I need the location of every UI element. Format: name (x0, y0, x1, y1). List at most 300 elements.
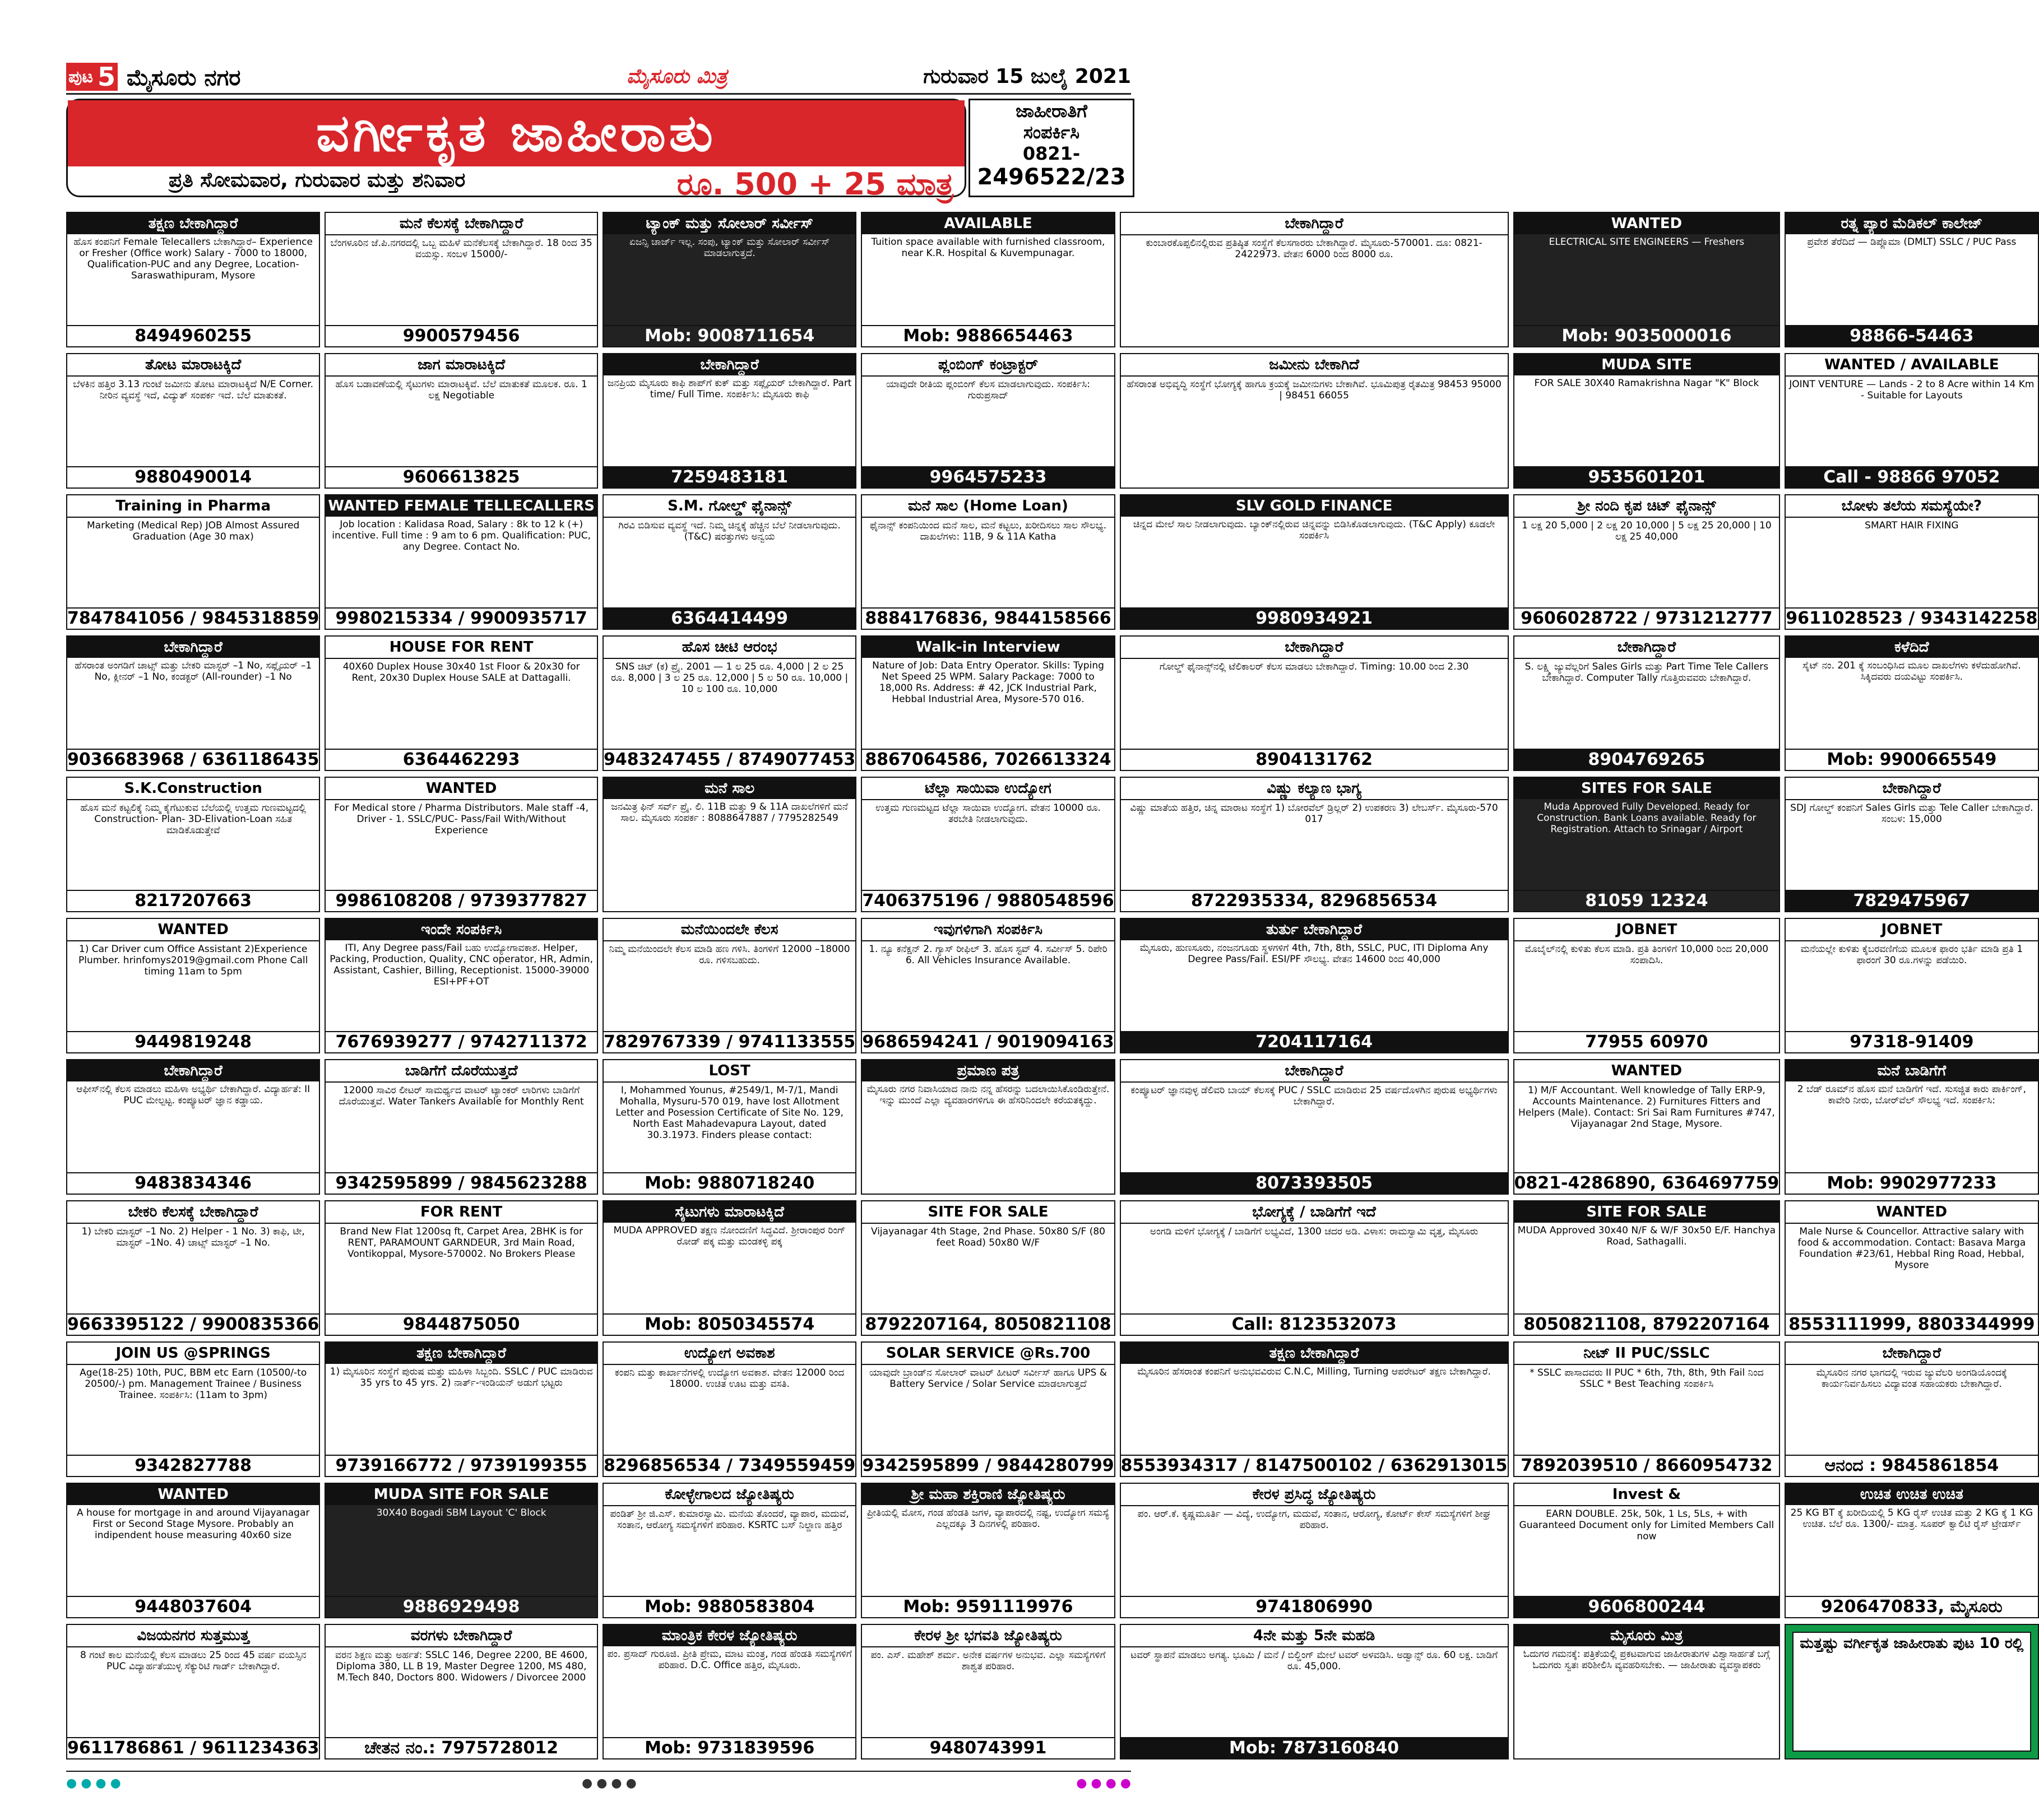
ad-heading: ಬೇಕಾಗಿದ್ದಾರೆ (1121, 1060, 1508, 1083)
ad-body: SDJ ಗೋಲ್ಡ್ ಕಂಪನಿಗೆ Sales Girls ಮತ್ತು Tele Caller ಬೇಕಾಗಿದ್ದಾರೆ. ಸಂಬಳ: 15,000 (1790, 802, 2033, 825)
ad-heading: ಬೇಕಾಗಿದ್ದಾರೆ (67, 637, 319, 658)
ad-phone: 8217207663 (67, 890, 319, 911)
ad-heading: ವರಗಳು ಬೇಕಾಗಿದ್ದಾರೆ (326, 1625, 597, 1647)
ad-phone: 9739166772 / 9739199355 (326, 1455, 597, 1476)
ad-body: 1 ಲಕ್ಷ 20 5,000 | 2 ಲಕ್ಷ 20 10,000 | 5 ಲಕ್ಷ 25 20,000 | 10 ಲಕ್ಷ 25 40,000 (1522, 520, 1772, 542)
classified-ad (325, 494, 598, 630)
ad-body: ಮೈಸೂರಿನ ನಗರ ಭಾಗದಲ್ಲಿ ಇರುವ ಜ್ಯುವೆಲರಿ ಅಂಗಡಿಯೊಂದಕ್ಕೆ ಕಾರ್ಯನಿರ್ವಹಿಸಲು ವಿದ್ಯಾವಂತ ಸಹಾಯಕರು ಬೇಕಾಗಿದ್ದಾರೆ. (1816, 1367, 2008, 1390)
ad-heading: ವಿಷ್ಣು ಕಲ್ಯಾಣ ಭಾಗ್ಯ (1121, 778, 1508, 800)
ad-body: ಮೈಸೂರಿನ ಹೆಸರಾಂತ ಕಂಪನಿಗೆ ಅನುಭವವಿರುವ C.N.C, Milling, Turning ಆಪರೇಟರ್ ತಕ್ಷಣ ಬೇಕಾಗಿದ್ದಾರೆ. (1137, 1366, 1491, 1377)
classified-ad (603, 1624, 856, 1759)
ad-phone: Mob: 9900665549 (1786, 749, 2037, 770)
ad-heading: ಬಾಡಿಗೆಗೆ ದೊರೆಯುತ್ತದೆ (326, 1060, 597, 1083)
classified-ad (66, 494, 320, 630)
ad-phone: 8553934317 / 8147500102 / 6362913015 (1120, 1456, 1508, 1475)
page-header (66, 63, 1131, 95)
ad-phone: Mob: 9591119976 (862, 1596, 1114, 1617)
ad-heading: ಮೈಸೂರು ಮಿತ್ರ (1514, 1625, 1780, 1646)
ad-body: ಸೈಟ್ ನಂ. 201 ಕ್ಕೆ ಸಂಬಂಧಿಸಿದ ಮೂಲ ದಾಖಲೆಗಳು ಕಳೆದುಹೋಗಿವೆ. ಸಿಕ್ಕಿದವರು ದಯವಿಟ್ಟು ಸಂಪರ್ಕಿಸಿ. (1802, 660, 2021, 682)
ad-heading: ಇವುಗಳಿಗಾಗಿ ಸಂಪರ್ಕಿಸಿ (862, 919, 1114, 941)
ad-heading: SOLAR SERVICE @Rs.700 (862, 1343, 1114, 1365)
ad-body: ITI, Any Degree pass/Fail ಬಹು ಉದ್ಯೋಗಾವಕಾಶ. Helper, Packing, Production, Quality, CNC operator, HR, Admin, Assistant, Cashier, Billing, Receptionist. 15000-39000 ESI+PF+OT (330, 942, 594, 987)
classified-ad (1785, 1341, 2038, 1477)
classified-ad (66, 1624, 320, 1759)
masthead-logo: ಮೈಸೂರು ಮಿತ್ರ (627, 65, 727, 88)
ad-body: ಜನಮಿತ್ರ ಫಿನ್ ಸರ್ವ್ ಪ್ರೈ. ಲಿ. 11B ಮತ್ತು 9 & 11A ದಾಖಲೆಗಳಿಗೆ ಮನೆ ಸಾಲ. ಮೈಸೂರು ಸಂಪರ್ಕ : 8088647887 / 7795282549 (611, 801, 848, 824)
ad-heading: ಟ್ಯಾಂಕ್ ಮತ್ತು ಸೋಲಾರ್ ಸರ್ವೀಸ್ (604, 213, 855, 234)
classified-ad (1785, 1483, 2038, 1618)
ad-body: For Medical store / Pharma Distributors. Male staff -4, Driver - 1. SSLC/PUC- Pass/Fail With/Without Experience (334, 802, 589, 836)
ad-body: ಪಂ. ಪ್ರಸಾದ್ ಗುರೂಜಿ. ಪ್ರೀತಿ ಪ್ರೇಮ, ಮಾಟ ಮಂತ್ರ, ಗಂಡ ಹೆಂಡತಿ ಸಮಸ್ಯೆಗಳಿಗೆ ಪರಿಹಾರ. D.C. Office ಹತ್ತಿರ, ಮೈಸೂರು. (607, 1649, 852, 1671)
classified-ad (325, 353, 598, 489)
issue-date: ಗುರುವಾರ 15 ಜುಲೈ 2021 (923, 65, 1131, 88)
ad-phone: 9342827788 (67, 1455, 319, 1476)
ad-heading: ತುರ್ತು ಬೇಕಾಗಿದ್ದಾರೆ (1121, 919, 1508, 940)
classified-ad (1513, 918, 1781, 1053)
ad-heading: ಮಾಂತ್ರಿಕ ಕೇರಳ ಜ್ಯೋತಿಷ್ಯರು (604, 1625, 855, 1646)
ad-heading: ಟೆಲ್ಲಾ ಸಾಯಿವಾ ಉದ್ಯೋಗ (862, 778, 1114, 800)
ad-heading: ಕೋಳ್ಳೇಗಾಲದ ಜ್ಯೋತಿಷ್ಯರು (604, 1484, 855, 1506)
contact-box (968, 99, 1134, 197)
ad-phone: 0821-4286890, 6364697759 (1514, 1173, 1780, 1193)
ad-phone: 7892039510 / 8660954732 (1514, 1455, 1780, 1476)
ad-phone: 7847841056 / 9845318859 (67, 609, 319, 628)
ad-phone: 8553111999, 8803344999 (1786, 1313, 2037, 1335)
classified-ad (1785, 353, 2038, 489)
ad-body: ಆಫೀಸ್‌ನಲ್ಲಿ ಕೆಲಸ ಮಾಡಲು ಮಹಿಳಾ ಅಭ್ಯರ್ಥಿ ಬೇಕಾಗಿದ್ದಾರೆ. ವಿದ್ಯಾರ್ಹತೆ: II PUC ಮೇಲ್ಪಟ್ಟ. ಕಂಪ್ಯೂಟರ್ ಜ್ಞಾನ ಕಡ್ಡಾಯ. (76, 1084, 311, 1106)
ad-heading: ಇಂದೇ ಸಂಪರ್ಕಿಸಿ (326, 919, 597, 940)
ad-heading: JOBNET (1786, 919, 2037, 941)
ad-body: 25 KG BT ಕ್ಕೆ ಖರೀದಿಯಲ್ಲಿ 5 KG ರೈಸ್ ಉಚಿತ ಮತ್ತು 2 KG ಕ್ಕೆ 1 KG ಉಚಿತ. ಬೆಲೆ ರೂ. 1300/- ಮಾತ್ರ. ಸೂಪರ್ ಕ್ವಾಲಿಟಿ ರೈಸ್ ಟ್ರೇಡರ್ಸ್ (1790, 1507, 2033, 1530)
ad-heading: ನೀಟ್ II PUC/SSLC (1514, 1343, 1780, 1365)
ad-body: I, Mohammed Younus, #2549/1, M-7/1, Mandi Mohalla, Mysuru-570 019, have lost Allotment Letter and Posession Certificate of Site No. 129, North East Mahadevapura Layout, dated 30.3.1973. Finders please contact: (615, 1085, 844, 1141)
classified-ad (1120, 1624, 1509, 1759)
ad-heading: AVAILABLE (862, 213, 1114, 234)
ad-heading: SITE FOR SALE (1514, 1201, 1780, 1223)
ad-heading: WANTED (1786, 1201, 2037, 1224)
ad-body: ಅಂಗಡಿ ಮಳಿಗೆ ಭೋಗ್ಯಕ್ಕೆ / ಬಾಡಿಗೆಗೆ ಲಭ್ಯವಿದೆ, 1300 ಚದರ ಅಡಿ. ವಿಳಾಸ: ರಾಮಸ್ವಾಮಿ ವೃತ್ತ, ಮೈಸೂರು (1150, 1226, 1479, 1237)
classified-ad (861, 212, 1115, 347)
ad-body: ಕಂಪ್ಯೂಟರ್ ಜ್ಞಾನವುಳ್ಳ ಡೆಲಿವರಿ ಬಾಯ್ ಕೆಲಸಕ್ಕೆ PUC / SSLC ಮಾಡಿರುವ 25 ವರ್ಷದೊಳಗಿನ ಪುರುಷ ಅಭ್ಯರ್ಥಿಗಳು ಬೇಕಾಗಿದ್ದಾರೆ. (1130, 1085, 1498, 1107)
ad-body: ಬೆಂಗಳೂರಿನ ಜೆ.ಪಿ.ನಗರದಲ್ಲಿ ಒಬ್ಬ ಮಹಿಳೆ ಮನೆಕೆಲಸಕ್ಕೆ ಬೇಕಾಗಿದ್ದಾರೆ. 18 ರಿಂದ 35 ವಯಸ್ಸು. ಸಂಬಳ 15000/- (330, 238, 592, 260)
ad-body: Tuition space available with furnished classroom, near K.R. Hospital & Kuvempunagar. (871, 236, 1105, 259)
ad-phone: 8792207164, 8050821108 (862, 1313, 1114, 1335)
classified-ad (1120, 1200, 1509, 1336)
ad-phone: 9980215334 / 9900935717 (326, 607, 597, 629)
classified-ad (1120, 635, 1509, 771)
ad-phone: 9741806990 (1121, 1596, 1508, 1617)
classified-ad (66, 1200, 320, 1336)
classified-ad (603, 635, 856, 771)
ad-phone: Call: 8123532073 (1121, 1313, 1508, 1335)
contact-line: 0821- (1022, 143, 1081, 164)
classified-ad (66, 1483, 320, 1618)
ad-body: Age(18-25) 10th, PUC, BBM etc Earn (10500/-to 20500/-) pm. Management Trainee / Business Trainee. ಸಂಪರ್ಕಿಸಿ: (11am to 3pm) (80, 1367, 307, 1401)
ad-phone: 9483247455 / 8749077453 (603, 750, 856, 769)
ad-phone: 9980934921 (1121, 607, 1508, 629)
classified-ad (325, 1624, 598, 1759)
ad-phone: ಆನಂದ : 9845861854 (1786, 1455, 2037, 1476)
ad-heading: ಬೇಕಾಗಿದ್ದಾರೆ (1786, 778, 2037, 800)
ad-body: JOINT VENTURE — Lands - 2 to 8 Acre within 14 Km - Suitable for Layouts (1789, 379, 2035, 401)
classified-ad (66, 777, 320, 912)
ad-body: MUDA APPROVED ತಕ್ಷಣ ನೋಂದಣಿಗೆ ಸಿದ್ಧವಿದೆ. ಶ್ರೀರಾಂಪುರ ರಿಂಗ್ ರೋಡ್ ಪಕ್ಕ ಮತ್ತು ಮಂಡಕಳ್ಳಿ ಪಕ್ಕ (613, 1225, 846, 1247)
ad-phone: Call - 98866 97052 (1786, 466, 2037, 487)
classified-ad (603, 1200, 856, 1336)
ad-heading: JOBNET (1514, 919, 1780, 941)
ad-phone: 9606613825 (326, 466, 597, 487)
classified-ad (603, 212, 856, 347)
ad-phone: 8884176836, 9844158566 (862, 607, 1114, 629)
ad-phone: Mob: 9880718240 (604, 1172, 855, 1194)
ad-body: ಪ್ರವೇಶ ತೆರೆದಿದೆ — ಡಿಪ್ಲೊಮಾ (DMLT) SSLC / PUC Pass (1807, 236, 2017, 248)
classified-ad (1120, 777, 1509, 912)
classified-ad (861, 1341, 1115, 1477)
classified-ad (603, 918, 856, 1053)
classified-ad (861, 1624, 1115, 1759)
ad-body: ಗಿರವಿ ಬಿಡಿಸುವ ವ್ಯವಸ್ಥೆ ಇದೆ. ನಿಮ್ಮ ಚಿನ್ನಕ್ಕೆ ಹೆಚ್ಚಿನ ಬೆಲೆ ನೀಡಲಾಗುವುದು. (T&C) ಷರತ್ತುಗಳು ಅನ್ವಯ (618, 520, 841, 542)
print-registration-dots: ● ● ● ● (1076, 1776, 1131, 1790)
ad-phone: 9900579456 (326, 325, 597, 346)
ad-phone: 8904131762 (1121, 749, 1508, 770)
ad-body: ಮೈಸೂರು ನಗರ ನಿವಾಸಿಯಾದ ನಾನು ನನ್ನ ಹೆಸರನ್ನು ಬದಲಾಯಿಸಿಕೊಂಡಿರುತ್ತೇನೆ. ಇನ್ನು ಮುಂದೆ ಎಲ್ಲಾ ವ್ಯವಹಾರಗಳಿಗೂ ಈ ಹೆಸರಿನಿಂದಲೇ ಕರೆಯತಕ್ಕದ್ದು. (866, 1084, 1110, 1106)
ad-phone: Mob: 9008711654 (604, 325, 855, 346)
ad-body: SMART HAIR FIXING (1865, 520, 1959, 531)
ad-body: ಉತ್ತಮ ಗುಣಮಟ್ಟದ ಟೆಲ್ಲಾ ಸಾಯಿವಾ ಉದ್ಯೋಗ. ವೇತನ 10000 ರೂ. ತರಬೇತಿ ನೀಡಲಾಗುವುದು. (875, 802, 1101, 825)
ad-body: FOR SALE 30X40 Ramakrishna Nagar "K" Block (1534, 378, 1759, 389)
ads-grid (66, 212, 2038, 1764)
ad-phone: 81059 12324 (1514, 890, 1780, 911)
ad-heading: WANTED (67, 1484, 319, 1505)
classified-ad (1785, 1059, 2038, 1195)
ad-heading: ಶ್ರೀ ನಂದಿ ಕೃಪ ಚಿಟ್ ಫೈನಾನ್ಸ್ (1514, 495, 1780, 518)
classified-ad (1513, 1200, 1781, 1336)
ad-phone: 8867064586, 7026613324 (862, 749, 1114, 770)
classified-ad (603, 1059, 856, 1195)
ad-body: Vijayanagar 4th Stage, 2nd Phase. 50x80 S/F (80 feet Road) 50x80 W/F (870, 1226, 1105, 1248)
ad-heading: WANTED (1514, 1060, 1780, 1083)
ad-heading: Training in Pharma (67, 495, 319, 518)
ad-heading: MUDA SITE FOR SALE (326, 1484, 597, 1505)
classified-ad (1513, 212, 1781, 347)
classified-ad (66, 353, 320, 489)
ad-body: ನಿಮ್ಮ ಮನೆಯಿಂದಲೇ ಕೆಲಸ ಮಾಡಿ ಹಣ ಗಳಿಸಿ. ತಿಂಗಳಿಗೆ 12000 –18000 ರೂ. ಗಳಿಸಬಹುದು. (609, 944, 850, 966)
classified-ad (861, 777, 1115, 912)
classified-ad (861, 353, 1115, 489)
banner-subtitle: ಪ್ರತಿ ಸೋಮವಾರ, ಗುರುವಾರ ಮತ್ತು ಶನಿವಾರ (169, 169, 466, 192)
ad-heading: SLV GOLD FINANCE (1121, 495, 1508, 517)
banner-title: ವರ್ಗೀಕೃತ ಜಾಹೀರಾತು (68, 100, 965, 166)
ad-heading: S.K.Construction (67, 778, 319, 800)
ad-phone: 7829475967 (1786, 890, 2037, 911)
ad-body: ಹೆಸರಾಂತ ಅಂಗಡಿಗೆ ಚಾಟ್ಸ್ ಮತ್ತು ಬೇಕರಿ ಮಾಸ್ಟರ್ –1 No, ಸಪ್ಲೈಯರ್ –1 No, ಕ್ಲೀನರ್ –1 No, ಕಂಡಕ್ಟರ್ (All-rounder) –1 No (75, 660, 312, 682)
ad-heading: ಜಾಗ ಮಾರಾಟಕ್ಕಿದೆ (326, 354, 597, 377)
classified-ad (66, 1341, 320, 1477)
ad-body: ಹೆಸರಾಂತ ಅಭಿವೃದ್ಧಿ ಸಂಸ್ಥೆಗೆ ಭೋಗ್ಯಕ್ಕೆ ಹಾಗೂ ಕ್ರಯಕ್ಕೆ ಜಮೀನುಗಳು ಬೇಕಾಗಿವೆ. ಭೂಮಿಪುತ್ರ ರೈತಮಿತ್ರ 98453 95000 | 98451 66055 (1127, 379, 1502, 401)
page-number-badge: ಪುಟ 5 (66, 63, 118, 91)
ad-heading: ಪ್ರಮಾಣ ಪತ್ರ (862, 1060, 1114, 1081)
ad-body: 8 ಗಂಟೆ ಕಾಲ ಮನೆಯಲ್ಲಿ ಕೆಲಸ ಮಾಡಲು 25 ರಿಂದ 45 ವರ್ಷ ವಯಸ್ಸಿನ PUC ವಿದ್ಯಾರ್ಹತೆಯುಳ್ಳ ಸೆಕ್ಯುರಿಟಿ ಗಾರ್ಡ್ ಬೇಕಾಗಿದ್ದಾರೆ. (80, 1650, 307, 1672)
ad-phone: 9036683968 / 6361186435 (67, 750, 319, 769)
ad-heading: ಬೇಕಾಗಿದ್ದಾರೆ (1121, 213, 1508, 235)
ad-body: ಹೊಸ ಮನೆ ಕಟ್ಟಲಿಕ್ಕೆ ನಿಮ್ಮ ಕೈಗೆಟುಕುವ ಬೆಲೆಯಲ್ಲಿ ಉತ್ತಮ ಗುಣಮಟ್ಟದಲ್ಲಿ Construction- Plan- 3D-Elivation-Loan ಸಹಿತ ಮಾಡಿಕೊಡುತ್ತೇವೆ (80, 802, 306, 836)
classified-ad (1785, 1624, 2038, 1759)
ad-heading: ಜಮೀನು ಬೇಕಾಗಿದೆ (1121, 354, 1508, 377)
ad-heading: ತಕ್ಷಣ ಬೇಕಾಗಿದ್ದಾರೆ (1121, 1343, 1508, 1364)
ad-body: 1) Car Driver cum Office Assistant 2)Experience Plumber. hrinfomys2019@gmail.com Phone Call timing 11am to 5pm (78, 944, 308, 977)
ad-phone: 9448037604 (67, 1596, 319, 1617)
classified-ad (1785, 1200, 2038, 1336)
ad-phone: 8296856534 / 7349559459 (603, 1456, 856, 1475)
ad-phone: 9606028722 / 9731212777 (1514, 607, 1780, 629)
ad-heading: SITES FOR SALE (1514, 778, 1780, 799)
ad-body: ವಿಷ್ಣು ಮಾತೆಯ ಹತ್ತಿರ, ಚಿನ್ನ ಮಾರಾಟ ಸಂಸ್ಥೆಗೆ 1) ಬೋರವೆಲ್ ಡ್ರಿಲ್ಲರ್ 2) ಉಪಕರಣ 3) ಲೇಬರ್ಸ್. ಮೈಸೂರು-570 017 (1130, 802, 1498, 825)
classified-ad (603, 1341, 856, 1477)
ad-body: ಯಾವುದೇ ರೀತಿಯ ಪ್ಲಂಬಿಂಗ್ ಕೆಲಸ ಮಾಡಲಾಗುವುದು. ಸಂಪರ್ಕಿಸಿ: ಗುರುಪ್ರಸಾದ್ (886, 379, 1090, 401)
ad-heading: FOR RENT (326, 1201, 597, 1224)
ad-heading: ಶ್ರೀ ಮಹಾ ಶಕ್ತಿರಾಣಿ ಜ್ಯೋತಿಷ್ಯರು (862, 1484, 1114, 1505)
ad-phone: 9480743991 (862, 1737, 1114, 1758)
ad-phone: 9342595899 / 9844280799 (862, 1456, 1114, 1475)
contact-line: ಸಂಪರ್ಕಿಸಿ (1023, 122, 1080, 143)
ad-phone: 9206470833, ಮೈಸೂರು (1786, 1596, 2037, 1617)
ad-heading: Invest & (1514, 1484, 1780, 1506)
ad-phone: 9535601201 (1514, 466, 1780, 487)
ad-heading: ರತ್ನ ಪ್ಯಾರ ಮೆಡಿಕಲ್ ಕಾಲೇಜ್ (1786, 213, 2037, 234)
ad-body: ಚಿನ್ನದ ಮೇಲೆ ಸಾಲ ನೀಡಲಾಗುವುದು. ಬ್ಯಾಂಕ್‌ನಲ್ಲಿರುವ ಚಿನ್ನವನ್ನು ಬಿಡಿಸಿಕೊಡಲಾಗುವುದು. (T&C Apply) ಕೂಡಲೇ ಸಂಪರ್ಕಿಸಿ (1133, 519, 1495, 541)
ad-phone: Mob: 9731839596 (604, 1737, 855, 1758)
classified-ad (603, 494, 856, 630)
classified-ad (1120, 212, 1509, 347)
contact-line: ಜಾಹೀರಾತಿಗೆ (1016, 100, 1087, 122)
classified-ad (1120, 1059, 1509, 1195)
classified-ad (603, 777, 856, 912)
classified-ad (325, 1200, 598, 1336)
ad-heading: ಕೇರಳ ಪ್ರಸಿದ್ಧ ಜ್ಯೋತಿಷ್ಯರು (1121, 1484, 1508, 1506)
classified-ad (1513, 777, 1781, 912)
ad-heading: ಭೋಗ್ಯಕ್ಕೆ / ಬಾಡಿಗೆಗೆ ಇದೆ (1121, 1201, 1508, 1224)
ad-phone: 9986108208 / 9739377827 (326, 890, 597, 911)
ad-body: 1) ಮೈಸೂರಿನ ಸಂಸ್ಥೆಗೆ ಪುರುಷ ಮತ್ತು ಮಹಿಳಾ ಸಿಬ್ಬಂದಿ. SSLC / PUC ಮಾಡಿರುವ 35 yrs to 45 yrs. 2) ನಾರ್ತ್-ಇಂಡಿಯನ್ ಅಡುಗೆ ಭಟ್ಟರು (330, 1366, 593, 1389)
ad-phone: 9611028523 / 9343142258 (1786, 609, 2038, 628)
ad-body: Job location : Kalidasa Road, Salary : 8k to 12 k (+) incentive. Full time : 9 am to 6 pm. Qualification: PUC, any Degree. Contact No. (332, 519, 591, 552)
ad-phone: 9611786861 / 9611234363 (67, 1738, 319, 1758)
ad-body: ವರನ ಶಿಕ್ಷಣ ಮತ್ತು ಅರ್ಹತೆ: SSLC 146, Degree 2200, BE 4600, Diploma 380, LL B 19, Master Degree 1200, MS 480, M.Tech 840, Doctors 800. Widowers / Divorcee 2000 (335, 1650, 588, 1683)
ad-body: ಮೊಬೈಲ್‌ನಲ್ಲಿ ಕುಳಿತು ಕೆಲಸ ಮಾಡಿ. ಪ್ರತಿ ತಿಂಗಳಿಗೆ 10,000 ರಿಂದ 20,000 ಸಂಪಾದಿಸಿ. (1524, 944, 1769, 966)
ad-heading: ಬೇಕಾಗಿದ್ದಾರೆ (67, 1060, 319, 1081)
ad-phone: 9886929498 (326, 1596, 597, 1617)
classified-ad (325, 777, 598, 912)
ad-phone: Mob: 9886654463 (862, 325, 1114, 346)
ad-phone: 7676939277 / 9742711372 (326, 1031, 597, 1052)
print-registration-dots: ● ● ● ● (582, 1776, 637, 1790)
ad-phone: 6364414499 (604, 607, 855, 629)
ad-body: Male Nurse & Councellor. Attractive salary with food & accommodation. Contact: Basava Marga Foundation #23/61, Hebbal Ring Road, Hebbal, Mysore (1797, 1226, 2026, 1271)
classified-ad (861, 635, 1115, 771)
ad-body: ಕುಂಬಾರಕೊಪ್ಪಲಿನಲ್ಲಿರುವ ಪ್ರತಿಷ್ಠಿತ ಸಂಸ್ಥೆಗೆ ಕೆಲಸಗಾರರು ಬೇಕಾಗಿದ್ದಾರೆ. ಮೈಸೂರು-570001. ದೂ: 0821-2422973. ವೇತನ 6000 ರಿಂದ 8000 ರೂ. (1146, 238, 1482, 260)
ad-heading: ಬೇಕರಿ ಕೆಲಸಕ್ಕೆ ಬೇಕಾಗಿದ್ದಾರೆ (67, 1201, 319, 1224)
ad-phone: 8722935334, 8296856534 (1121, 890, 1508, 911)
classified-ad (861, 1200, 1115, 1336)
ad-phone: 9342595899 / 9845623288 (326, 1172, 597, 1194)
ad-body: 1) M/F Accountant. Well knowledge of Tally ERP-9, Accounts Maintenance. 2) Furnitures Fitters and Helpers (Male). Contact: Sri Sai Ram Furnitures #747, Vijayanagar 2nd Stage, Mysore. (1518, 1085, 1775, 1130)
classified-ad (1513, 494, 1781, 630)
ad-heading: WANTED (326, 778, 597, 800)
classified-ad (1513, 635, 1781, 771)
ad-body: ಮತ್ತಷ್ಟು ವರ್ಗೀಕೃತ ಜಾಹೀರಾತು ಪುಟ 10 ರಲ್ಲಿ (1792, 1632, 2031, 1752)
ad-heading: ತಕ್ಷಣ ಬೇಕಾಗಿದ್ದಾರೆ (326, 1343, 597, 1364)
classified-ad (861, 494, 1115, 630)
ad-phone: 9844875050 (326, 1313, 597, 1335)
ad-body: ಬೆಳಕಿನ ಹತ್ತಿರ 3.13 ಗುಂಟೆ ಜಮೀನು ತೋಟ ಮಾರಾಟಕ್ಕಿದೆ N/E Corner. ನೀರಿನ ವ್ಯವಸ್ಥೆ ಇದೆ, ವಿದ್ಯುತ್ ಸಂಪರ್ಕ ಇದೆ. ಬೆಲೆ ಮಾತುಕತೆ. (73, 379, 314, 401)
ad-heading: ಸೈಟುಗಳು ಮಾರಾಟಕ್ಕಿದೆ (604, 1201, 855, 1223)
ad-body: 1. ನ್ಯೂ ಕನೆಕ್ಷನ್ 2. ಗ್ಯಾಸ್ ರೀಫಿಲ್ 3. ಹೊಸ ಸ್ಟವ್ 4. ಸರ್ವೀಸ್ 5. ರಿಪೇರಿ 6. All Vehicles Insurance Available. (869, 944, 1107, 966)
ad-heading: ಕೇರಳ ಶ್ರೀ ಭಗವತಿ ಜ್ಯೋತಿಷ್ಯರು (862, 1625, 1114, 1647)
ad-heading: SITE FOR SALE (862, 1201, 1114, 1224)
ad-heading: ತಕ್ಷಣ ಬೇಕಾಗಿದ್ದಾರೆ (67, 213, 319, 234)
section-title: ಮೈಸೂರು ನಗರ (127, 65, 241, 91)
ad-body: ಪಂಡಿತ್ ಶ್ರೀ ಜಿ.ಎಸ್. ಕುಮಾರಸ್ವಾಮಿ. ಮನೆಯ ತೊಂದರೆ, ವ್ಯಾಪಾರ, ಮದುವೆ, ಸಂತಾನ, ಆರೋಗ್ಯ ಸಮಸ್ಯೆಗಳಿಗೆ ಪರಿಹಾರ. KSRTC ಬಸ್ ನಿಲ್ದಾಣ ಹತ್ತಿರ (610, 1508, 849, 1531)
ad-heading: WANTED / AVAILABLE (1786, 354, 2037, 377)
classified-ad (1513, 353, 1781, 489)
ad-body: MUDA Approved 30x40 N/F & W/F 30x50 E/F. Hanchya Road, Sathagalli. (1517, 1225, 1776, 1247)
ad-phone: 97318-91409 (1786, 1031, 2037, 1052)
ad-body: Marketing (Medical Rep) JOB Almost Assured Graduation (Age 30 max) (87, 520, 300, 542)
ad-body: 30X40 Bogadi SBM Layout 'C' Block (376, 1507, 546, 1519)
ad-heading: ಮನೆ ಬಾಡಿಗೆಗೆ (1786, 1060, 2037, 1081)
ad-phone: Mob: 9880583804 (604, 1596, 855, 1617)
ad-body: Muda Approved Fully Developed. Ready for Construction. Bank Loans available. Ready for Registration. Attach to Srinagar / Airport (1537, 801, 1757, 835)
ad-heading: ಉಚಿತ ಉಚಿತ ಉಚಿತ (1786, 1484, 2037, 1505)
ad-body: ಓದುಗರ ಗಮನಕ್ಕೆ: ಪತ್ರಿಕೆಯಲ್ಲಿ ಪ್ರಕಟವಾಗುವ ಜಾಹೀರಾತುಗಳ ವಿಶ್ವಾಸಾರ್ಹತೆ ಬಗ್ಗೆ ಓದುಗರು ಸ್ವತಃ ಪರಿಶೀಲಿಸಿ ವ್ಯವಹರಿಸಬೇಕು. — ಜಾಹೀರಾತು ವ್ಯವಸ್ಥಾಪಕರು (1523, 1649, 1770, 1671)
ad-heading: S.M. ಗೋಲ್ಡ್ ಫೈನಾನ್ಸ್ (604, 495, 855, 518)
classified-ad (325, 918, 598, 1053)
ad-body: ಪಂ. ಆರ್.ಕೆ. ಕೃಷ್ಣಮೂರ್ತಿ — ವಿದ್ಯೆ, ಉದ್ಯೋಗ, ಮದುವೆ, ಸಂತಾನ, ಆರೋಗ್ಯ, ಕೋರ್ಟ್ ಕೇಸ್ ಸಮಸ್ಯೆಗಳಿಗೆ ಶೀಘ್ರ ಪರಿಹಾರ. (1137, 1508, 1491, 1531)
ad-body: ಯಾವುದೇ ಬ್ರಾಂಡ್‌ನ ಸೋಲಾರ್ ವಾಟರ್ ಹೀಟರ್ ಸರ್ವೀಸ್ ಹಾಗೂ UPS & Battery Service / Solar Service ಮಾಡಲಾಗುತ್ತದೆ (869, 1367, 1107, 1390)
classified-ad (1785, 635, 2038, 771)
ad-phone: 8073393505 (1121, 1172, 1508, 1194)
ad-heading: MUDA SITE (1514, 354, 1780, 375)
classified-ad (1785, 494, 2038, 630)
ad-body: 12000 ಸಾವಿರ ಲೀಟರ್ ಸಾಮರ್ಥ್ಯದ ವಾಟರ್ ಟ್ಯಾಂಕರ್ ಲಾರಿಗಳು ಬಾಡಿಗೆಗೆ ದೊರೆಯುತ್ತವೆ. Water Tankers Available for Monthly Rent (339, 1085, 584, 1107)
ad-heading: ಬೇಕಾಗಿದ್ದಾರೆ (1786, 1343, 2037, 1365)
classified-ad (603, 353, 856, 489)
print-registration-dots: ● ● ● ● (66, 1776, 121, 1790)
ad-phone: 7829767339 / 9741133555 (603, 1032, 856, 1052)
ad-phone: 9449819248 (67, 1031, 319, 1052)
ad-heading: 4ನೇ ಮತ್ತು 5ನೇ ಮಹಡಿ (1121, 1625, 1508, 1647)
ad-phone: Mob: 8050345574 (604, 1313, 855, 1335)
ad-body: * SSLC ಪಾಸಾದವರು II PUC * 6th, 7th, 8th, 9th Fail ನಿಂದ SSLC * Best Teaching ಸಂಪರ್ಕಿಸಿ (1530, 1367, 1764, 1390)
ad-body: ELECTRICAL SITE ENGINEERS — Freshers (1549, 236, 1745, 248)
classifieds-banner (66, 99, 966, 202)
classified-ad (1513, 1059, 1781, 1195)
ad-heading: HOUSE FOR RENT (326, 637, 597, 659)
ad-heading: ಮನೆ ಸಾಲ (Home Loan) (862, 495, 1114, 518)
ad-phone: 9686594241 / 9019094163 (862, 1032, 1114, 1052)
ad-phone: 8050821108, 8792207164 (1514, 1313, 1780, 1335)
classified-ad (861, 1059, 1115, 1195)
ad-body: A house for mortgage in and around Vijayanagar First or Second Stage Mysore. Probably an indipendent house measuring 40x60 size (76, 1507, 310, 1541)
ad-heading: JOIN US @SPRINGS (67, 1343, 319, 1365)
classified-ad (325, 212, 598, 347)
ad-body: ಮನೆಯಲ್ಲೇ ಕುಳಿತು ಕೈಬರವಣಿಗೆಯ ಮೂಲಕ ಫಾರಂ ಭರ್ತಿ ಮಾಡಿ ಪ್ರತಿ 1 ಫಾರಂಗೆ 30 ರೂ.ಗಳನ್ನು ಪಡೆಯಿರಿ. (1800, 944, 2023, 966)
ad-phone: Mob: 9035000016 (1514, 325, 1780, 346)
classified-ad (66, 918, 320, 1053)
ad-heading: ಉದ್ಯೋಗ ಅವಕಾಶ (604, 1343, 855, 1365)
ad-phone: 9663395122 / 9900835366 (67, 1315, 319, 1334)
ad-body: 40X60 Duplex House 30x40 1st Floor & 20x30 for Rent, 20x30 Duplex House SALE at Dattagalli. (342, 661, 580, 684)
classified-ad (325, 1341, 598, 1477)
ad-heading: ಮನೆಯಿಂದಲೇ ಕೆಲಸ (604, 919, 855, 941)
classified-ad (1120, 918, 1509, 1053)
classified-ad (861, 918, 1115, 1053)
classified-ad (66, 635, 320, 771)
classified-ad (1785, 777, 2038, 912)
ad-body: Brand New Flat 1200sq ft, Carpet Area, 2BHK is for RENT, PARAMOUNT GARNDEUR, 3rd Main Road, Vontikoppal, Mysore-570002. No Brokers Please (340, 1226, 583, 1260)
contact-phone: 2496522/23 (977, 164, 1126, 190)
ad-heading: ಬೇಕಾಗಿದ್ದಾರೆ (1514, 637, 1780, 659)
classified-ad (1785, 918, 2038, 1053)
ad-heading: ಕಳೆದಿದೆ (1786, 637, 2037, 658)
ad-heading: LOST (604, 1060, 855, 1083)
classified-ad (66, 1059, 320, 1195)
ad-heading: WANTED (1514, 213, 1780, 234)
classified-ad (1513, 1341, 1781, 1477)
classified-ad (1513, 1624, 1781, 1759)
ad-body: S. ಲಕ್ಷ್ಮಿ ಜ್ಯುವೆಲ್ಲರಿಗೆ Sales Girls ಮತ್ತು Part Time Tele Callers ಬೇಕಾಗಿದ್ದಾರೆ. Computer Tally ಗೊತ್ತಿರುವವರು ಬೇಕಾಗಿದ್ದಾರೆ. (1524, 661, 1769, 684)
classified-ad (603, 1483, 856, 1618)
ad-phone: Mob: 9902977233 (1786, 1172, 2037, 1194)
ad-heading: ಮನೆ ಕೆಲಸಕ್ಕೆ ಬೇಕಾಗಿದ್ದಾರೆ (326, 213, 597, 235)
ad-body: ಹೊಸ ಬಡಾವಣೆಯಲ್ಲಿ ಸೈಟುಗಳು ಮಾರಾಟಕ್ಕಿವೆ. ಬೆಲೆ ಮಾತುಕತೆ ಮೂಲಕ. ರೂ. 1 ಲಕ್ಷ Negotiable (335, 379, 587, 401)
classified-ad (1120, 1483, 1509, 1618)
ad-phone: 9964575233 (862, 466, 1114, 487)
ad-heading: ಬೋಳು ತಲೆಯ ಸಮಸ್ಯೆಯೇ? (1786, 495, 2037, 518)
ad-phone: 7259483181 (604, 466, 855, 487)
ad-phone: 9606800244 (1514, 1596, 1780, 1617)
ad-body: ಪಂ. ಎಸ್. ಮಹೇಶ್ ಶರ್ಮ. ಅನೇಕ ವರ್ಷಗಳ ಅನುಭವ. ಎಲ್ಲಾ ಸಮಸ್ಯೆಗಳಿಗೆ ಶಾಶ್ವತ ಪರಿಹಾರ. (870, 1650, 1106, 1672)
ad-phone: 7406375196 / 9880548596 (862, 891, 1114, 911)
ad-body: ಕಂಪನಿ ಮತ್ತು ಕಾರ್ಖಾನೆಗಳಲ್ಲಿ ಉದ್ಯೋಗ ಅವಕಾಶ. ವೇತನ 12000 ರಿಂದ 18000. ಉಚಿತ ಊಟ ಮತ್ತು ವಸತಿ. (614, 1367, 845, 1390)
ad-phone: 8904769265 (1514, 749, 1780, 770)
ad-body: Nature of Job: Data Entry Operator. Skills: Typing Net Speed 25 WPM. Salary Package: 7000 to 18,000 Rs. Address: # 42, JCK Industrial Park, Hebbal Industrial Area, Mysore-570 016. (872, 660, 1104, 705)
ad-phone: 98866-54463 (1786, 325, 2037, 346)
ad-body: EARN DOUBLE. 25k, 50k, 1 Ls, 5Ls, + with Guaranteed Document only for Limited Members Call now (1519, 1508, 1774, 1542)
ad-heading: Walk-in Interview (862, 637, 1114, 658)
ad-heading: ಮನೆ ಸಾಲ (604, 778, 855, 799)
ad-phone: 77955 60970 (1514, 1031, 1780, 1052)
classified-ad (325, 1059, 598, 1195)
ad-phone: Mob: 7873160840 (1121, 1737, 1508, 1758)
ad-heading: ವಿಜಯನಗರ ಸುತ್ತಮುತ್ತ (67, 1625, 319, 1647)
ad-heading: ಪ್ಲಂಬಿಂಗ್ ಕಂಟ್ರಾಕ್ಟರ್ (862, 354, 1114, 377)
classified-ad (1120, 353, 1509, 489)
classified-ad (1120, 494, 1509, 630)
ad-phone: 6364462293 (326, 749, 597, 770)
ad-phone: 7204117164 (1121, 1031, 1508, 1052)
ad-body: ಗೋಲ್ಡ್ ಫೈನಾನ್ಸ್‌ನಲ್ಲಿ ಟೆಲಿಕಾಲರ್ ಕೆಲಸ ಮಾಡಲು ಬೇಕಾಗಿದ್ದಾರೆ. Timing: 10.00 ರಿಂದ 2.30 (1159, 661, 1469, 672)
ad-body: ಮೈಸೂರು, ಹುಣಸೂರು, ನಂಜನಗೂಡು ಸ್ಥಳಗಳಿಗೆ 4th, 7th, 8th, SSLC, PUC, ITI Diploma Any Degree Pass/Fail. ESI/PF ಸೌಲಭ್ಯ. ವೇತನ 14600 ರಿಂದ 40,000 (1139, 942, 1489, 965)
classified-ad (1513, 1483, 1781, 1618)
ad-phone: 9483834346 (67, 1172, 319, 1194)
ad-heading: WANTED (67, 919, 319, 941)
ad-body: ಫೈನಾನ್ಸ್ ಕಂಪನಿಯಿಂದ ಮನೆ ಸಾಲ, ಮನೆ ಕಟ್ಟಲು, ಖರೀದಿಸಲು ಸಾಲ ಸೌಲಭ್ಯ. ದಾಖಲೆಗಳು: 11B, 9 & 11A Katha (869, 520, 1107, 542)
ad-phone: ಚೇತನ ನಂ.: 7975728012 (326, 1737, 597, 1758)
classified-ad (1785, 212, 2038, 347)
ad-body: ಏಜನ್ಸಿ ಚಾರ್ಜ್ ಇಲ್ಲ. ಸಂಪು, ಟ್ಯಾಂಕ್ ಮತ್ತು ಸೋಲಾರ್ ಸರ್ವೀಸ್ ಮಾಡಲಾಗುತ್ತದೆ. (629, 236, 830, 259)
ad-body: ಹೊಸ ಕಂಪನಿಗೆ Female Telecallers ಬೇಕಾಗಿದ್ದಾರೆ– Experience or Fresher (Office work) Salary - 7000 to 18000, Qualification-PUC and any Degree, Location-Saraswathipuram, Mysore (73, 236, 313, 281)
